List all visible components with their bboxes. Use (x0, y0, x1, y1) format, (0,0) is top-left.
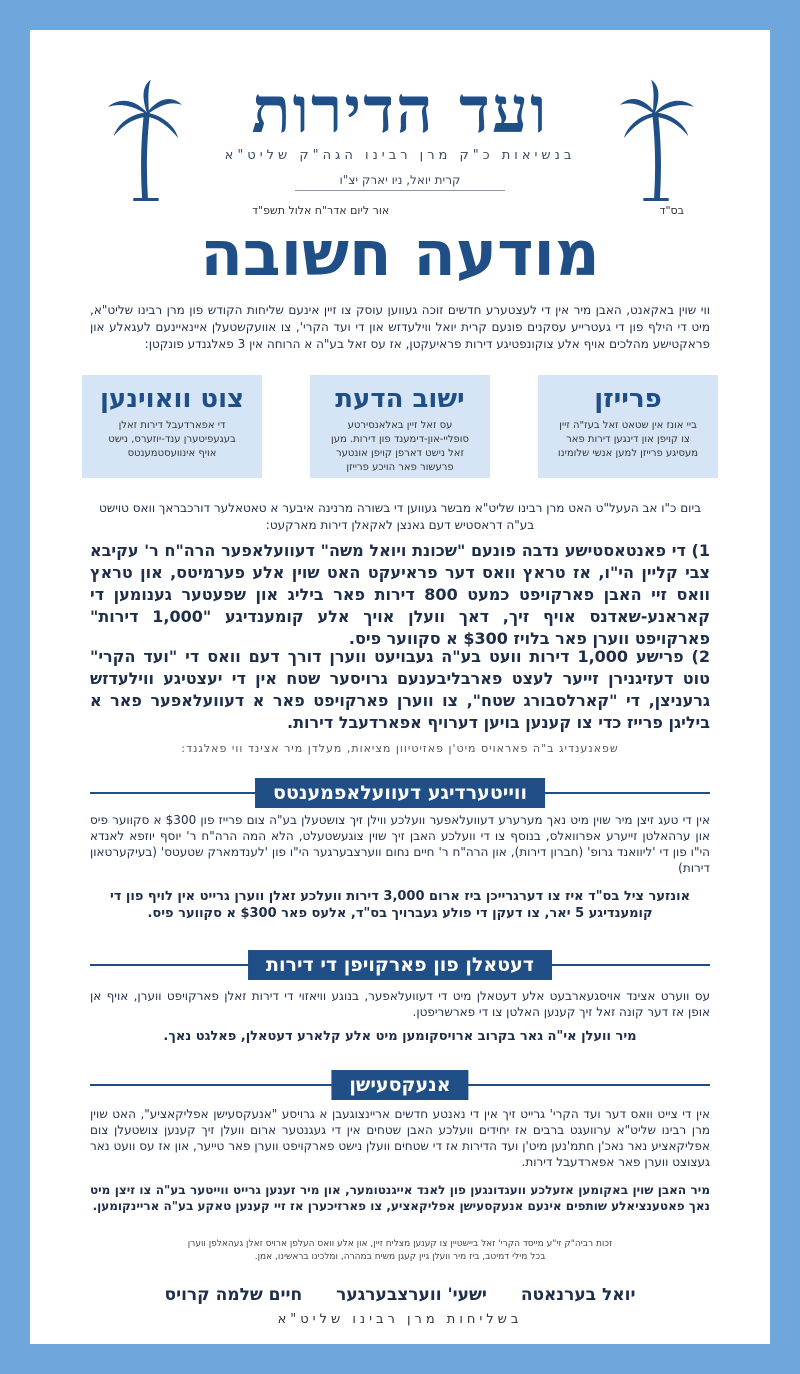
signature-name: חיים שלמה קרויס (164, 1285, 303, 1305)
signature-name: ישעי' ווערצבערגער (336, 1285, 487, 1305)
point-box-title: צוט וואוינען (100, 384, 244, 414)
section-title: דעטאלן פון פארקויפן די דירות (248, 950, 552, 980)
intro-paragraph: ווי שוין באקאנט, האבן מיר אין די לעצטערע חדשים זוכה געווען עוסק צו זיין אינעם שליחות הקודש פון מרן רבינו שליט"א, מיט די הילף פון די געטרייע עסקנים פונעם קרית יואל ווילעדזש און די ועד הקרי', צו אוועקשטעלן איינאיינעם לעגאלע און פראקטישע מהלכים אויף אלע צוקונפטיגע דירות פראיעקטן, אז עס זאל בע"ה א הרוחה אין 3 פאלגנדע פונקטן: (90, 303, 710, 351)
section-header-sale-details (90, 950, 710, 980)
bsd-mark: בס"ד (659, 204, 684, 217)
signature-name: יואל בערנאטה (520, 1285, 636, 1305)
section-bold-text: מיר וועלן אי"ה גאר בקרוב ארויסקומען מיט אלע קלארע דעטאלן, פאלגט נאך. (163, 1029, 637, 1044)
fine-print: זכות רביה"ק זי"ע מייסד הקרי' זאל ביישטיין צו קענען מצליח זיין, און אלע וואס העלפן ארויס זאלן געהאלפן ווערן בכל מילי דמיטב, ביז מיר וועלן גיין קעגן משיח במהרה, ומלכינו בראשינו, אמן. (187, 1239, 613, 1262)
point-box-peace (310, 375, 490, 478)
section-title: אנעקסעישן (331, 1070, 468, 1100)
org-subtitle: בנשיאות כ"ק מרן רבינו הגה"ק שליט"א (224, 148, 576, 163)
section-bold-text: אונזער ציל בס"ד איז צו דערגרייכן ביז ארום 3,000 דירות וועלכע זאלן ווערן גרייט אין לויף פון די קומענדיגע 5 יאר, צו דעקן די פולע געברויך בס"ד, אלעס פאר $300 א סקווער פיס. (109, 889, 691, 921)
section-header-annexation (90, 1070, 710, 1100)
point-box-living (82, 375, 262, 478)
point-one: 1) די פאנטאסטישע נדבה פונעם "שכונת ויואל משה" דעוועלאפער הרה"ח ר' עקיבא צבי קליין הי"ו, אז טראץ וואס דער פראיעקט האט שוין אלע פערמיטס, און טראץ וואס זיי האבן פארקויפט כמעט 800 דירות פאר ביליג און שפעטער גענומען די קאראנע-שאדנס אויף זיך, דאך וועלן אויך אלע קומענדיגע "1,000 דירות" פארקויפט ווערן פאר בלויז $300 א סקווער פיס. (90, 541, 711, 648)
section-body: אין די צייט וואס דער ועד הקרי' גרייט זיך אין די נאנטע חדשים אריינצוגעבן א גרויסע "אנעקסעישן אפליקאציע", האט שוין מרן רבינו שליט"א ערוועגט ברבים אז יחידים וועלכע האבן שטחים אין די געגנטער ארום וועלן זיך קענען צושטעלן צום אפליקאציע נאר נאכ'ן חתמ'נען מיט'ן ועד הדירות אז די שטחים וועלן נישט פארקויפט ווערן פאר טייער, און אז עס וועט נאר געצוצט ווערן פאר אפארדעבל דירות. (90, 1107, 710, 1169)
notice-page (30, 30, 770, 1344)
section-header-developments (90, 778, 710, 808)
announcement-note: שפאנענדיג ב"ה פאראויס מיט'ן פאזיטיוון מציאות, מעלדן מיר אצינד ווי פאלגנד: (181, 742, 619, 755)
section-body: עס ווערט אצינד אויסגעארבעט אלע דעטאלן מיט די דעוועלאפער, בנוגע וויאזוי די דירות זאלן פארקויפט ווערן, אויף אן אופן אז דער קונה זאל זיך קענען האלטן צו די פארשריפטן. (90, 989, 710, 1019)
location-divider (295, 190, 505, 191)
org-logo-title: ועד הדירות (251, 73, 549, 148)
section-body: אין די טעג זיצן מיר שוין מיט נאך מערערע דעוועלאפער וועלכע ווילן זיך צושטעלן בע"ה צום פרייז פון $300 א סקווער פיס און ערהאלטן זייערע אפרוואלס, בנוסף צו די וועלכע האבן זיך שוין צוגעשטעלט, הלא המה הרה"ח ר' יוסף יוזפא לאנדא הי"ו פון די 'ליוואנד גרופ' (חברון דירות), און הרה"ח ר' חיים נחום ווערצבערגער הי"ו פון 'לענדמארק שטעטס' (בעיקערטאון דירות) (90, 813, 710, 875)
point-box-title: פרייזן (594, 384, 662, 414)
point-two: 2) פרישע 1,000 דירות וועט בע"ה געבויעט ווערן דורך דעם וואס די "ועד הקרי" טוט דעזיגנירן זייער לעצט פארבליבענעם גרויסער שטח אין די יעצטיגע ווילעדזש גרעניצן, די "קארלסבורג שטח", צו ווערן פארקויפט פאר א דעוועלאפער פאר א ביליגן פרייז כדי צו קענען בויען דערויף אפארדעבל דירות. (90, 647, 710, 732)
signature-subtitle: בשליחות מרן רבינו שליט"א (277, 1312, 523, 1327)
org-location: קרית יואל, ניו יארק יצ"ו (339, 173, 461, 187)
point-box-desc: עס זאל זיין באלאנסירטע סופליי-און-דימענד פון דירות. מען זאל נישט דארפן קויפן אונטער פרעשור פאר הויכע פרייזן (331, 420, 469, 473)
notice-date: אור ליום אדר"ח אלול תשפ"ד (252, 204, 390, 217)
section-bold-text: מיר האבן שוין באקומען אזעלכע וועגדונגען פון לאנד אייגנטומער, און מיר זענען גרייט ווייטער בע"ה צו זיצן מיט נאך פאטענציאלע שותפים אינעם אנעקסעישן אפליקאציע, צו פארזיכערן אז זיי קענען טאקע בע"ה אריינקומען. (90, 1183, 710, 1213)
point-box-desc: די אפארדעבל דירות זאלן בעגעפיטערן ענד-יוזערס, נישט אויף אינוועסטמענטס (108, 420, 236, 459)
point-box-price (538, 375, 718, 478)
signatures (30, 1285, 770, 1305)
point-box-title: ישוב הדעת (335, 384, 465, 414)
headline: מודעה חשובה (200, 217, 600, 290)
point-box-desc: ביי אונז אין שטאט זאל בעז"ה זיין צו קויפן און דינגען דירות פאר מעסיגע פרייזן למען אנשי שלומינו (557, 420, 699, 459)
section-title: ווייטערדיגע דעוועלאפמענטס (255, 778, 545, 808)
announcement-caption: ביום כ"ו אב העעל"ט האט מרן רבינו שליט"א מבשר געווען די בשורה מרנינה איבער א טאטאלער דורכבראך וואס טוישט בע"ה דראסטיש דעם גאנצן לאקאלן דירות מארקעט: (98, 501, 702, 532)
